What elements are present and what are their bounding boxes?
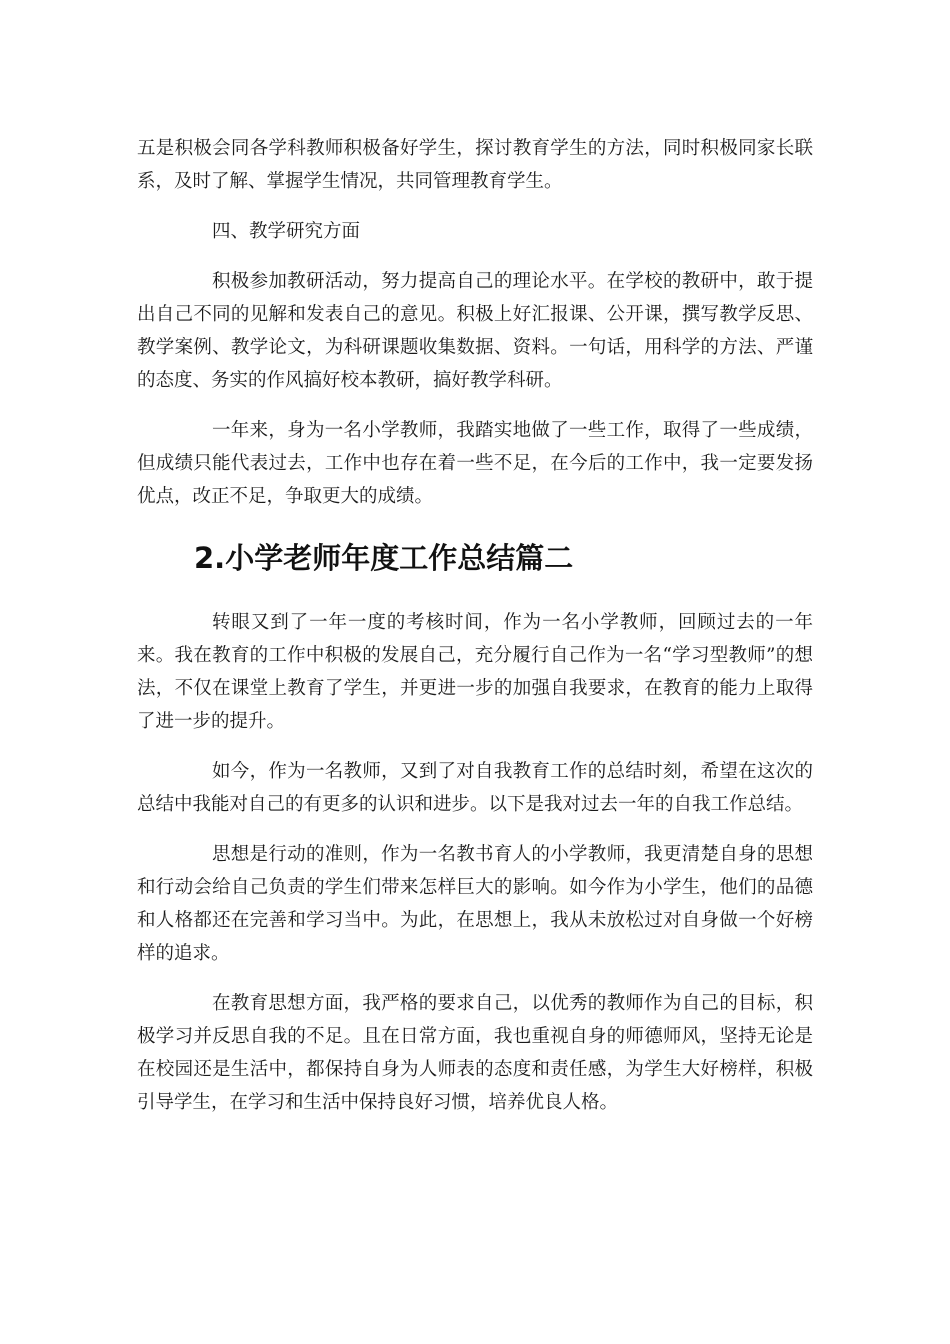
section-heading-teaching-research: 四、教学研究方面 (212, 221, 361, 242)
paragraph-teaching-research: 积极参加教研活动，努力提高自己的理论水平。在学校的教研中，敢于提出自己不同的见解和发表自己的意见。积极上好汇报课、公开课，撰写教学反思、教学案例、教学论文，为科研课题收集数据、资料。一句话，用科学的方法、严谨的态度、务实的作风搞好校本教研，搞好教学科研。 (137, 271, 813, 391)
article-paragraph-2: 如今，作为一名教师，又到了对自我教育工作的总结时刻，希望在这次的总结中我能对自己的有更多的认识和进步。以下是我对过去一年的自我工作总结。 (137, 761, 813, 815)
continuation-paragraph: 五是积极会同各学科教师积极备好学生，探讨教育学生的方法，同时积极同家长联系，及时了解、掌握学生情况，共同管理教育学生。 (137, 138, 813, 192)
article-title: 2.小学老师年度工作总结篇二 (194, 541, 574, 575)
article-paragraph-1: 转眼又到了一年一度的考核时间，作为一名小学教师，回顾过去的一年来。我在教育的工作中积极的发展自己，充分履行自己作为一名“学习型教师”的想法，不仅在课堂上教育了学生，并更进一步的加强自我要求，在教育的能力上取得了进一步的提升。 (137, 612, 813, 732)
article-paragraph-4: 在教育思想方面，我严格的要求自己，以优秀的教师作为自己的目标，积极学习并反思自我的不足。且在日常方面，我也重视自身的师德师风，坚持无论是在校园还是生活中，都保持自身为人师表的态度和责任感，为学生大好榜样，积极引导学生，在学习和生活中保持良好习惯，培养优良人格。 (137, 993, 813, 1113)
document-page (137, 132, 813, 1136)
paragraph-year-summary: 一年来，身为一名小学教师，我踏实地做了一些工作，取得了一些成绩，但成绩只能代表过去，工作中也存在着一些不足，在今后的工作中，我一定要发扬优点，改正不足，争取更大的成绩。 (137, 420, 813, 507)
article-paragraph-3: 思想是行动的准则，作为一名教书育人的小学教师，我更清楚自身的思想和行动会给自己负责的学生们带来怎样巨大的影响。如今作为小学生，他们的品德和人格都还在完善和学习当中。为此，在思想上，我从未放松过对自身做一个好榜样的追求。 (137, 844, 813, 964)
